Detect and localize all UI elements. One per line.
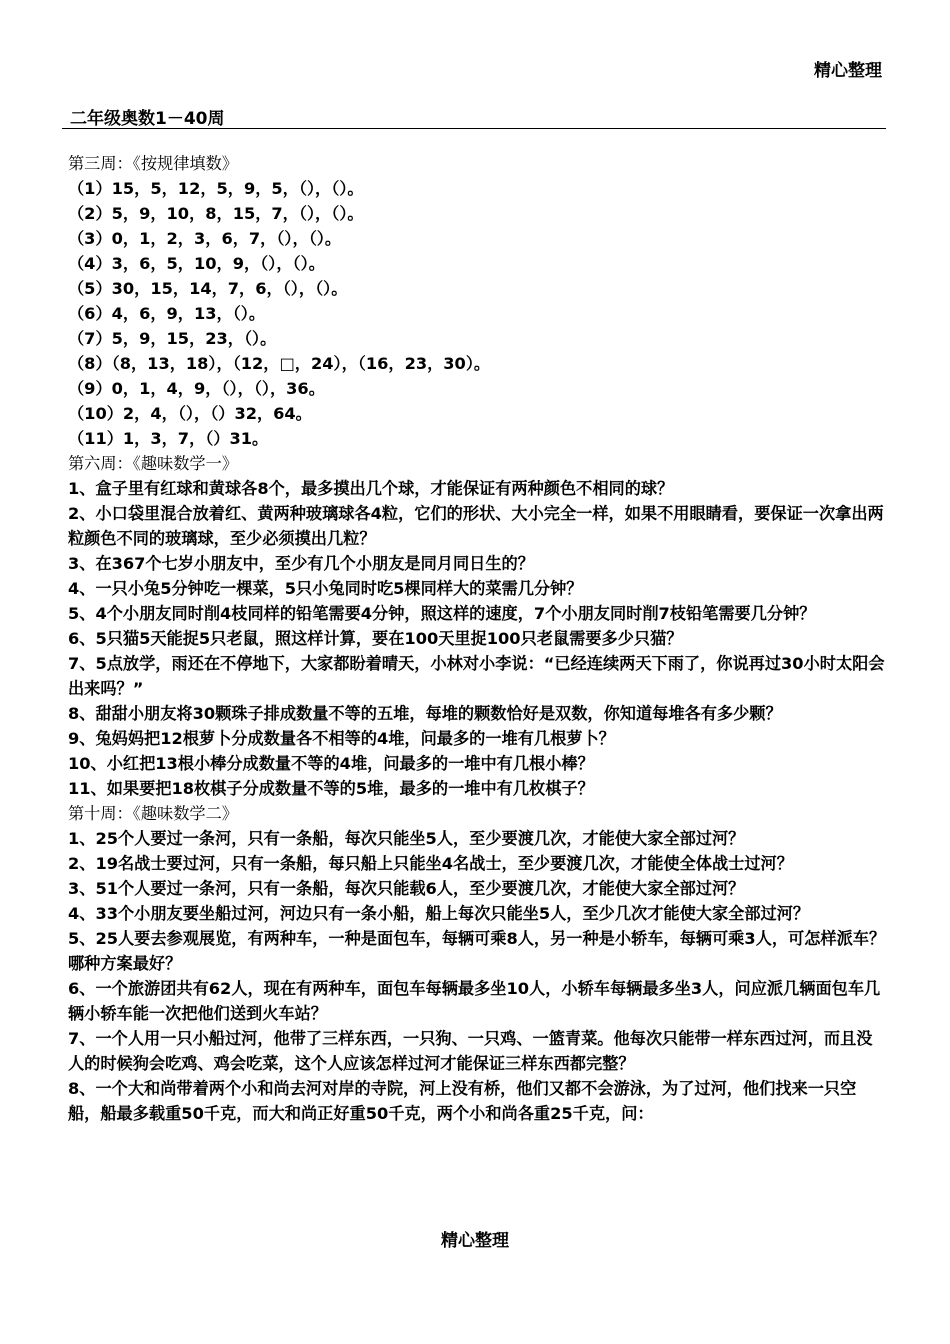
list-item: 3、在367个七岁小朋友中，至少有几个小朋友是同月同日生的？ — [68, 554, 534, 573]
list-item: 7、5点放学，雨还在不停地下，大家都盼着晴天，小林对小李说：“已经连续两天下雨了，你说再过30小时太阳会出来吗？” — [68, 654, 885, 698]
list-item: 4、33个小朋友要坐船过河，河边只有一条小船，船上每次只能坐5人，至少几次才能使大家全部过河？ — [68, 904, 810, 923]
list-item: 10、小红把13根小棒分成数量不等的4堆，问最多的一堆中有几根小棒？ — [68, 754, 594, 773]
list-item: 9、兔妈妈把12根萝卜分成数量各不相等的4堆，问最多的一堆有几根萝卜？ — [68, 729, 615, 748]
list-item: 4、一只小兔5分钟吃一棵菜，5只小兔同时吃5棵同样大的菜需几分钟？ — [68, 579, 583, 598]
section-title-week-3: 第三周：《按规律填数》 — [68, 154, 238, 173]
list-item: （5）30，15，14，7，6，（），（）。 — [68, 279, 348, 298]
list-item: （8）（8，13，18），（12，□，24），（16，23，30）。 — [68, 354, 491, 373]
section-title-week-6: 第六周：《趣味数学一》 — [68, 454, 238, 473]
list-item: 7、一个人用一只小船过河，他带了三样东西，一只狗、一只鸡、一篮青菜。他每次只能带一样东西过河，而且没人的时候狗会吃鸡、鸡会吃菜，这个人应该怎样过河才能保证三样东西都完整？ — [68, 1029, 873, 1073]
list-item: （11）1，3，7，（）31。 — [68, 429, 269, 448]
list-item: 5、25人要去参观展览，有两种车，一种是面包车，每辆可乘8人，另一种是小轿车，每辆可乘3人，可怎样派车？哪种方案最好？ — [68, 929, 886, 973]
list-item: （6）4，6，9，13，（）。 — [68, 304, 266, 323]
list-item: （9）0，1，4，9，（），（），36。 — [68, 379, 325, 398]
list-item: 2、19名战士要过河，只有一条船，每只船上只能坐4名战士，至少要渡几次，才能使全体战士过河？ — [68, 854, 793, 873]
list-item: 2、小口袋里混合放着红、黄两种玻璃球各4粒，它们的形状、大小完全一样，如果不用眼睛看，要保证一次拿出两粒颜色不同的玻璃球，至少必须摸出几粒？ — [68, 504, 884, 548]
list-item: 6、5只猫5天能捉5只老鼠，照这样计算，要在100天里捉100只老鼠需要多少只猫？ — [68, 629, 683, 648]
list-item: （1）15，5，12，5，9，5，（），（）。 — [68, 179, 364, 198]
list-item: 5、4个小朋友同时削4枝同样的铅笔需要4分钟，照这样的速度，7个小朋友同时削7枝铅笔需要几分钟？ — [68, 604, 816, 623]
list-item: 1、盒子里有红球和黄球各8个，最多摸出几个球，才能保证有两种颜色不相同的球？ — [68, 479, 674, 498]
list-item: （4）3，6，5，10，9，（），（）。 — [68, 254, 325, 273]
list-item: 8、甜甜小朋友将30颗珠子排成数量不等的五堆，每堆的颗数恰好是双数，你知道每堆各有多少颗？ — [68, 704, 782, 723]
list-item: （3）0，1，2，3，6，7，（），（）。 — [68, 229, 342, 248]
list-item: 1、25个人要过一条河，只有一条船，每次只能坐5人，至少要渡几次，才能使大家全部过河？ — [68, 829, 745, 848]
list-item: （10）2，4，（），（）32，64。 — [68, 404, 312, 423]
document-body — [68, 151, 888, 1126]
list-item: （2）5，9，10，8，15，7，（），（）。 — [68, 204, 364, 223]
page-header-label: 精心整理 — [814, 61, 882, 81]
section-title-week-10: 第十周：《趣味数学二》 — [68, 804, 238, 823]
list-item: 6、一个旅游团共有62人，现在有两种车，面包车每辆最多坐10人，小轿车每辆最多坐3人，问应派几辆面包车几辆小轿车能一次把他们送到火车站？ — [68, 979, 881, 1023]
document-title: 二年级奥数1－40周 — [70, 109, 225, 129]
list-item: 8、一个大和尚带着两个小和尚去河对岸的寺院，河上没有桥，他们又都不会游泳，为了过河，他们找来一只空船，船最多载重50千克，而大和尚正好重50千克，两个小和尚各重25千克，问： — [68, 1079, 857, 1123]
list-item: （7）5，9，15，23，（）。 — [68, 329, 277, 348]
page-footer-label: 精心整理 — [441, 1231, 509, 1251]
header-divider — [62, 128, 886, 129]
list-item: 3、51个人要过一条河，只有一条船，每次只能载6人，至少要渡几次，才能使大家全部过河？ — [68, 879, 745, 898]
list-item: 11、如果要把18枚棋子分成数量不等的5堆，最多的一堆中有几枚棋子？ — [68, 779, 594, 798]
